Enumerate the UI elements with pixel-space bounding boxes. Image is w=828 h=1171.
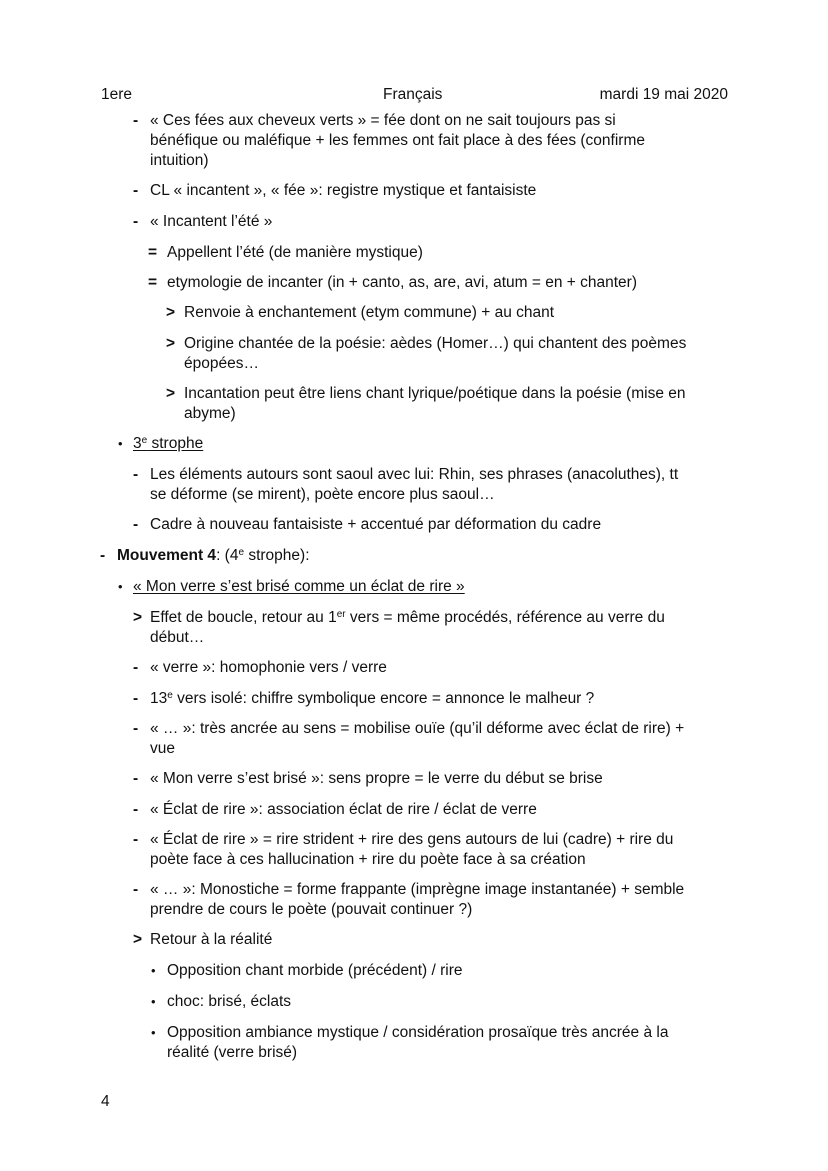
dash-marker: -: [133, 881, 139, 898]
dash-marker: -: [133, 213, 139, 230]
dash-marker: -: [133, 801, 139, 818]
note-item-1: « Ces fées aux cheveux verts » = fée dont on ne sait toujours pas si bénéfique ou maléfique + les femmes ont fait place à des fées (confirme intuition): [150, 112, 645, 169]
dash-marker: -: [133, 182, 139, 199]
note-item-22: Retour à la réalité: [150, 931, 273, 948]
note-item-5: etymologie de incanter (in + canto, as, are, avi, atum = en + chanter): [167, 274, 637, 291]
note-item-15: « verre »: homophonie vers / verre: [150, 659, 387, 676]
note-item-3: « Incantent l’été »: [150, 213, 273, 230]
note-item-21: « … »: Monostiche = forme frappante (imprègne image instantanée) + semble prendre de cours le poète (pouvait continuer ?): [150, 881, 685, 918]
note-item-7: Origine chantée de la poésie: aèdes (Homer…) qui chantent des poèmes épopées…: [184, 335, 687, 372]
note-item-24: choc: brisé, éclats: [167, 993, 292, 1010]
note-item-10: Les éléments autours sont saoul avec lui: Rhin, ses phrases (anacoluthes), tt se déforme (se mirent), poète encore plus saoul…: [150, 466, 679, 503]
bullet-marker: •: [151, 1025, 156, 1040]
bullet-marker: •: [118, 436, 123, 451]
note-item-4: Appellent l’été (de manière mystique): [167, 244, 423, 261]
arrow-marker: >: [133, 931, 143, 948]
note-item-19: « Éclat de rire »: association éclat de rire / éclat de verre: [150, 801, 537, 818]
note-item-9: 3e strophe: [133, 435, 204, 452]
header-class-label: 1ere: [101, 86, 133, 103]
arrow-marker: >: [133, 609, 143, 626]
note-item-16: 13e vers isolé: chiffre symbolique encore = annonce le malheur ?: [150, 690, 595, 707]
dash-marker: -: [133, 516, 139, 533]
dash-marker: -: [133, 770, 139, 787]
dash-marker: -: [133, 466, 139, 483]
equals-marker: =: [148, 244, 158, 261]
note-item-20: « Éclat de rire » = rire strident + rire des gens autours de lui (cadre) + rire du poète face à ces hallucination + rire du poète face à sa création: [150, 831, 674, 868]
arrow-marker: >: [166, 304, 176, 321]
page-number: 4: [101, 1093, 110, 1110]
note-item-17: « … »: très ancrée au sens = mobilise ouïe (qu’il déforme avec éclat de rire) + vue: [150, 720, 685, 757]
bullet-marker: •: [118, 579, 123, 594]
note-item-12: Mouvement 4: (4e strophe):: [117, 547, 310, 564]
note-item-14: Effet de boucle, retour au 1er vers = même procédés, référence au verre du début…: [150, 609, 665, 646]
note-item-25: Opposition ambiance mystique / considération prosaïque très ancrée à la réalité (verre brisé): [167, 1024, 669, 1061]
arrow-marker: >: [166, 335, 176, 352]
note-item-8: Incantation peut être liens chant lyrique/poétique dans la poésie (mise en abyme): [184, 385, 686, 422]
equals-marker: =: [148, 274, 158, 291]
bullet-marker: •: [151, 994, 156, 1009]
dash-marker: -: [133, 112, 139, 129]
dash-marker: -: [133, 659, 139, 676]
dash-marker: -: [100, 547, 106, 564]
note-item-18: « Mon verre s’est brisé »: sens propre = le verre du début se brise: [150, 770, 603, 787]
dash-marker: -: [133, 690, 139, 707]
dash-marker: -: [133, 720, 139, 737]
note-item-2: CL « incantent », « fée »: registre mystique et fantaisiste: [150, 182, 537, 199]
bullet-marker: •: [151, 963, 156, 978]
dash-marker: -: [133, 831, 139, 848]
note-item-11: Cadre à nouveau fantaisiste + accentué par déformation du cadre: [150, 516, 602, 533]
arrow-marker: >: [166, 385, 176, 402]
note-item-23: Opposition chant morbide (précédent) / rire: [167, 962, 463, 979]
header-date-label: mardi 19 mai 2020: [599, 86, 728, 103]
note-item-6: Renvoie à enchantement (etym commune) + au chant: [184, 304, 555, 321]
note-item-13: « Mon verre s’est brisé comme un éclat de rire »: [133, 578, 465, 595]
header-subject-label: Français: [383, 86, 443, 103]
